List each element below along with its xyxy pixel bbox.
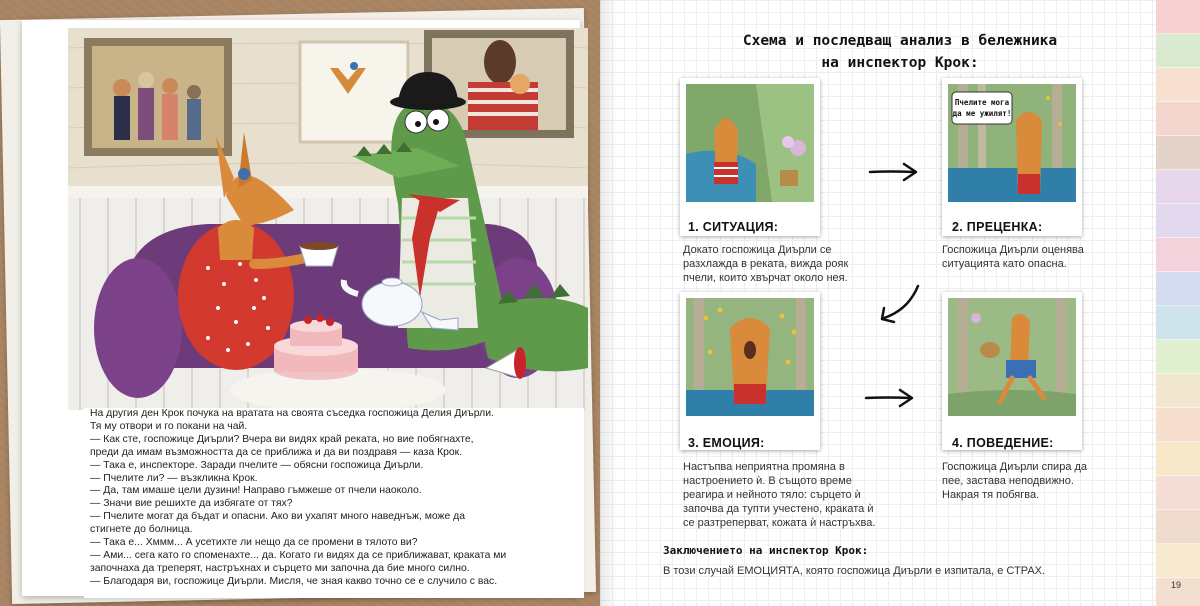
right-page [600,0,1200,606]
step-1-desc-line: Докато госпожица Диърли се [683,244,832,256]
color-tab [1156,102,1200,136]
color-tab [1156,510,1200,544]
step-4-desc-line: Госпожица Диърли спира да [942,461,1088,473]
story-line: Тя му отвори и го покани на чай. [90,420,248,432]
color-tab [1156,68,1200,102]
page-number: 19 [1171,580,1182,590]
step-3-label: 3. ЕМОЦИЯ: [688,436,765,450]
story-line: — Благодаря ви, госпожице Диърли. Мисля, че зная какво точно се е случило с вас. [90,575,498,587]
step-3-desc-line: Настъпва неприятна промяна в [683,461,845,473]
story-line: — Ами... сега като го споменахте... да. Когато ги видях да се приближават, краката ми [90,549,507,561]
story-line: На другия ден Крок почука на вратата на своята съседка госпожица Делия Диърли. [90,408,494,419]
step-3-description [683,460,875,530]
conclusion-title: Заключението на инспектор Крок: [663,544,869,557]
step-1-desc-line: разхлажда в реката, вижда рояк [683,258,849,270]
story-text-block [84,408,584,598]
story-line: започнаха да треперят, настръхнах и сърцето ми започна да бие много силно. [90,562,470,574]
story-line: — Пчелите могат да бъдат и опасни. Ако ви ухапят много наведнъж, може да [90,511,465,523]
paper-sheet [22,20,580,596]
color-tab [1156,272,1200,306]
polaroid-behavior [942,292,1082,450]
color-tab [1156,544,1200,578]
color-tab [1156,238,1200,272]
color-tab [1156,476,1200,510]
color-tab [1156,0,1200,34]
arrow-right-icon [868,160,920,184]
step-3-desc-line: реагира и нейното тяло: сърцето ѝ [683,489,861,501]
scheme-title [700,30,1100,74]
color-tab [1156,136,1200,170]
polaroid-situation [680,78,820,236]
step-3-desc-line: се разтреперват, кожата ѝ настръхва. [683,517,876,529]
scheme-title-line-2: на инспектор Крок: [821,55,979,71]
step-4-label: 4. ПОВЕДЕНИЕ: [952,436,1054,450]
speech-bubble-line-1: Пчелите мога [954,98,1010,107]
step-1-desc-line: пчели, които хвърчат около нея. [683,272,848,284]
step-2-desc-line: Госпожица Диърли оценява [942,244,1084,256]
arrow-curved-down-left-icon [878,282,924,326]
step-3-desc-line: започва да тупти учестено, краката ѝ [683,503,874,515]
story-line: — Пчелите ли? — възкликна Крок. [90,472,258,484]
book-spine-shadow [600,0,618,606]
story-line: преди да имам възможността да се приближа и да ви поздравя — каза Крок. [90,446,463,458]
story-line: стигнете до болница. [90,524,193,536]
story-line: — Така е, инспекторе. Заради пчелите — обясни госпожица Диърли. [90,459,424,471]
color-index-tabs [1156,0,1200,606]
step-2-description [942,243,1084,271]
conclusion-text: В този случай ЕМОЦИЯТА, която госпожица Диърли е изпитала, е СТРАХ. [663,565,1046,577]
story-line: — Така е... Хммм... А усетихте ли нещо да се промени в тялото ви? [90,537,418,549]
arrow-right-icon [864,386,916,410]
story-line: — Значи вие решихте да избягате от тях? [90,498,293,510]
step-1-description [683,243,848,285]
color-tab [1156,374,1200,408]
color-tab [1156,204,1200,238]
color-tab [1156,34,1200,68]
step-1-label: 1. СИТУАЦИЯ: [688,220,779,234]
speech-bubble-line-2: да ме ужилят! [952,109,1012,118]
story-line: — Как сте, госпожице Диърли? Вчера ви видях край реката, но вие побягнахте, [90,433,474,445]
story-illustration [68,28,588,410]
step-4-desc-line: пее, застава неподвижно. [942,475,1074,487]
step-4-description [942,460,1087,502]
color-tab [1156,170,1200,204]
scheme-title-line-1: Схема и последващ анализ в бележника [742,33,1058,49]
story-line: — Да, там имаше цели дузини! Направо гъмжеше от пчели наоколо. [90,485,422,497]
color-tab [1156,442,1200,476]
color-tab [1156,340,1200,374]
step-3-desc-line: настроението ѝ. В същото време [683,475,852,487]
step-2-label: 2. ПРЕЦЕНКА: [952,220,1043,234]
color-tab [1156,306,1200,340]
step-2-desc-line: ситуацията като опасна. [942,258,1067,270]
color-tab [1156,408,1200,442]
polaroid-emotion [680,292,820,450]
step-4-desc-line: Накрая тя побягва. [942,489,1040,501]
polaroid-appraisal [942,78,1082,236]
